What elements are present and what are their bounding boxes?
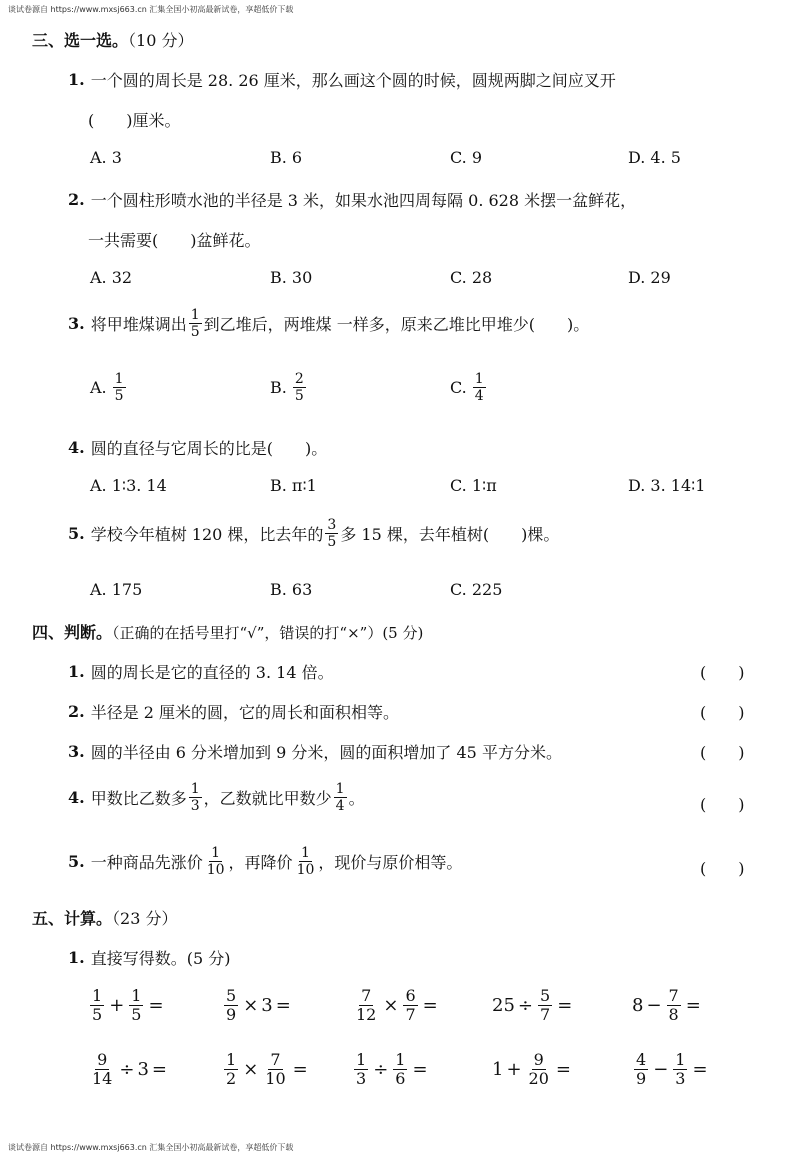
fraction-numerator: 7 [361, 986, 372, 1005]
s3-q3-option-c [450, 372, 488, 403]
fraction-numerator: 9 [97, 1050, 108, 1069]
fraction-numerator: 7 [668, 986, 679, 1005]
s3-q4-option-a: A. 1∶3. 14 [90, 476, 167, 495]
fraction-denominator: 5 [131, 1005, 142, 1024]
equals-sign: = [422, 995, 438, 1016]
calc-r2-c1 [88, 1052, 170, 1087]
fraction-numerator: 6 [405, 986, 416, 1005]
fraction-numerator: 2 [294, 371, 304, 387]
section-3-heading [32, 28, 193, 51]
calc-r2-c3 [352, 1052, 431, 1087]
watermark-bottom: 谈试卷源自 https://www.mxsj663.cn 汇集全国小初高最新试卷，享超低价下载 [8, 1143, 294, 1152]
equals-sign: = [412, 1059, 428, 1080]
option-label: B. [270, 378, 287, 397]
s3-q5-text-after: 多 15 棵，去年植树( )棵。 [340, 525, 560, 544]
s4-q5-text-2: ，再降价 [228, 853, 293, 872]
s3-q2-option-c: C. 28 [450, 268, 493, 287]
equals-sign: = [557, 995, 573, 1016]
calc-fraction [673, 1052, 687, 1087]
s3-q4-option-d: D. 3. 14∶1 [628, 476, 706, 495]
calc-fraction [224, 988, 238, 1023]
fraction-denominator: 5 [114, 388, 124, 404]
fraction-denominator: 9 [226, 1005, 237, 1024]
equals-sign: = [151, 1059, 167, 1080]
s3-q4 [68, 436, 327, 459]
calc-operand: 25 [492, 995, 515, 1016]
divide-sign: ÷ [517, 995, 533, 1016]
s4-q5-text-1: 一种商品先涨价 [90, 853, 203, 872]
fraction-numerator: 1 [395, 1050, 406, 1069]
equals-sign: = [685, 995, 701, 1016]
option-fraction [473, 372, 486, 403]
calc-fraction [129, 988, 143, 1023]
calc-fraction [354, 988, 378, 1023]
s3-q3-option-a [90, 372, 128, 403]
s3-q3 [68, 308, 589, 339]
calc-fraction [263, 1052, 287, 1087]
calc-r2-c4 [492, 1052, 574, 1087]
s4-q4 [68, 782, 365, 813]
option-label: A. [90, 378, 107, 397]
s3-q2-number: 2. [68, 190, 85, 209]
calc-r2-c5 [632, 1052, 711, 1087]
calc-fraction [354, 1052, 368, 1087]
equals-sign: = [148, 995, 164, 1016]
fraction-denominator: 5 [294, 388, 304, 404]
fraction-numerator: 1 [190, 781, 200, 797]
fraction-numerator: 1 [675, 1050, 686, 1069]
fraction-denominator: 10 [206, 862, 225, 878]
s3-q3-option-b [270, 372, 308, 403]
option-fraction [113, 372, 126, 403]
fraction-denominator: 20 [528, 1069, 549, 1088]
s4-q2-text: 半径是 2 厘米的圆，它的周长和面积相等。 [90, 703, 400, 722]
fraction-numerator: 1 [190, 307, 200, 323]
watermark-top: 谈试卷源自 https://www.mxsj663.cn 汇集全国小初高最新试卷，享超低价下载 [8, 5, 294, 14]
calc-fraction [224, 1052, 238, 1087]
calc-operand: 8 [632, 995, 644, 1016]
fraction-denominator: 14 [92, 1069, 113, 1088]
s3-q4-option-b: B. π∶1 [270, 476, 317, 495]
s4-q4-text-1: 甲数比乙数多 [90, 789, 187, 808]
divide-sign: ÷ [119, 1059, 135, 1080]
s4-q5-number: 5. [68, 852, 85, 871]
section-5-heading [32, 906, 177, 929]
fraction-denominator: 7 [405, 1005, 416, 1024]
s4-q3-answer-parentheses[interactable]: ( ) [700, 743, 745, 762]
section-4-title: 四、判断。 [32, 623, 113, 642]
s3-q1-option-a: A. 3 [90, 148, 122, 167]
calc-operand: 3 [261, 995, 273, 1016]
fraction-numerator: 1 [301, 845, 310, 861]
fraction-numerator: 1 [211, 845, 221, 861]
fraction-denominator: 3 [190, 798, 200, 814]
fraction-denominator: 6 [395, 1069, 406, 1088]
fraction-numerator: 1 [92, 986, 103, 1005]
s3-q4-number: 4. [68, 438, 85, 457]
s4-q4-answer-parentheses[interactable]: ( ) [700, 795, 745, 814]
section-4-heading [32, 620, 423, 643]
calc-r1-c4 [492, 988, 575, 1023]
calc-fraction [90, 1052, 114, 1087]
s3-q4-option-c: C. 1∶π [450, 476, 497, 495]
s4-q3-number: 3. [68, 742, 85, 761]
fraction-numerator: 1 [356, 1050, 367, 1069]
fraction-denominator: 5 [327, 534, 337, 550]
option-fraction [293, 372, 306, 403]
s4-q3-text: 圆的半径由 6 分米增加到 9 分米，圆的面积增加了 45 平方分米。 [90, 743, 562, 762]
fraction-numerator: 1 [114, 371, 124, 387]
section-5-score: （23 分） [112, 909, 178, 928]
section-4-instructions: （正确的在括号里打“√”，错误的打“×”）(5 分) [112, 624, 424, 642]
minus-sign: − [646, 995, 662, 1016]
calc-operand: 3 [137, 1059, 149, 1080]
s3-q1-option-b: B. 6 [270, 148, 303, 167]
equals-sign: = [275, 995, 291, 1016]
calc-r1-c5 [632, 988, 704, 1023]
equals-sign: = [555, 1059, 571, 1080]
calc-r2-c2 [222, 1052, 311, 1087]
s5-sub1-text: 直接写得数。(5 分) [90, 949, 231, 968]
s4-q3 [68, 740, 562, 763]
s3-q2 [68, 188, 636, 211]
s3-q2-option-d: D. 29 [628, 268, 671, 287]
s3-q2-option-b: B. 30 [270, 268, 313, 287]
fraction-denominator: 3 [356, 1069, 367, 1088]
s4-q1 [68, 660, 334, 683]
fraction-numerator: 9 [533, 1050, 544, 1069]
s4-q2-number: 2. [68, 702, 85, 721]
fraction-denominator: 12 [356, 1005, 377, 1024]
fraction-numerator: 5 [226, 986, 237, 1005]
s4-q1-answer-parentheses[interactable]: ( ) [700, 663, 745, 682]
minus-sign: − [653, 1059, 669, 1080]
calc-operand: 1 [492, 1059, 504, 1080]
calc-fraction [527, 1052, 551, 1087]
fraction-numerator: 1 [474, 371, 484, 387]
equals-sign: = [692, 1059, 708, 1080]
s4-q5 [68, 846, 462, 877]
s4-q2 [68, 700, 399, 723]
fraction-denominator: 8 [668, 1005, 679, 1024]
s4-q4-text-3: 。 [348, 789, 365, 808]
fraction-denominator: 5 [92, 1005, 103, 1024]
s3-q2-option-a: A. 32 [90, 268, 133, 287]
calc-fraction [90, 988, 104, 1023]
s4-q5-answer-parentheses[interactable]: ( ) [700, 859, 745, 878]
fraction-numerator: 1 [226, 1050, 237, 1069]
calc-fraction [538, 988, 552, 1023]
s3-q4-text: 圆的直径与它周长的比是( )。 [90, 439, 328, 458]
calc-r1-c3 [352, 988, 441, 1023]
s4-q5-fraction-1 [205, 846, 227, 877]
s4-q4-fraction-2 [334, 782, 347, 813]
fraction-denominator: 5 [190, 324, 200, 340]
s3-q5-option-b: B. 63 [270, 580, 313, 599]
s3-q3-fraction [189, 308, 202, 339]
times-sign: × [243, 995, 259, 1016]
calc-fraction [393, 1052, 407, 1087]
s3-q3-number: 3. [68, 314, 85, 333]
s3-q3-text-after: 到乙堆后，两堆煤 一样多，原来乙堆比甲堆少( )。 [203, 315, 590, 334]
s3-q1-option-d: D. 4. 5 [628, 148, 681, 167]
s4-q2-answer-parentheses[interactable]: ( ) [700, 703, 745, 722]
s5-sub1-number: 1. [68, 948, 85, 967]
s4-q4-fraction-1 [189, 782, 202, 813]
s3-q5-option-a: A. 175 [90, 580, 143, 599]
option-label: C. [450, 378, 467, 397]
section-5-title: 五、计算。 [32, 909, 113, 928]
s4-q4-number: 4. [68, 788, 85, 807]
section-3-score: （10 分） [128, 31, 194, 50]
s3-q1 [68, 68, 616, 91]
section-3-title: 三、选一选。 [32, 31, 129, 50]
fraction-denominator: 9 [636, 1069, 647, 1088]
plus-sign: + [506, 1059, 522, 1080]
fraction-numerator: 3 [327, 517, 337, 533]
fraction-numerator: 5 [540, 986, 551, 1005]
calc-fraction [634, 1052, 648, 1087]
fraction-denominator: 3 [675, 1069, 686, 1088]
fraction-numerator: 1 [131, 986, 142, 1005]
fraction-numerator: 4 [636, 1050, 647, 1069]
fraction-denominator: 10 [265, 1069, 286, 1088]
fraction-denominator: 2 [226, 1069, 237, 1088]
s4-q1-number: 1. [68, 662, 85, 681]
fraction-numerator: 1 [335, 781, 345, 797]
s4-q4-text-2: ，乙数就比甲数少 [203, 789, 332, 808]
fraction-denominator: 4 [474, 388, 484, 404]
fraction-denominator: 10 [296, 862, 315, 878]
s4-q5-fraction-2 [295, 846, 317, 877]
calc-fraction [403, 988, 417, 1023]
s3-q5-fraction [325, 518, 338, 549]
fraction-denominator: 4 [335, 798, 345, 814]
calc-r1-c1 [88, 988, 167, 1023]
s4-q1-text: 圆的周长是它的直径的 3. 14 倍。 [90, 663, 334, 682]
calc-fraction [667, 988, 681, 1023]
s3-q1-option-c: C. 9 [450, 148, 483, 167]
s5-sub1 [68, 946, 230, 969]
s3-q5-option-c: C. 225 [450, 580, 503, 599]
s4-q5-text-3: ，现价与原价相等。 [318, 853, 463, 872]
s3-q2-text: 一个圆柱形喷水池的半径是 3 米，如果水池四周每隔 0. 628 米摆一盆鲜花， [90, 191, 637, 210]
times-sign: × [243, 1059, 259, 1080]
plus-sign: + [109, 995, 125, 1016]
s3-q5-number: 5. [68, 524, 85, 543]
fraction-numerator: 7 [270, 1050, 281, 1069]
divide-sign: ÷ [373, 1059, 389, 1080]
s3-q1-text-line2: ( )厘米。 [88, 111, 181, 130]
equals-sign: = [292, 1059, 308, 1080]
calc-r1-c2 [222, 988, 294, 1023]
times-sign: × [383, 995, 399, 1016]
s3-q3-text-before: 将甲堆煤调出 [90, 315, 187, 334]
s3-q5-text-before: 学校今年植树 120 棵，比去年的 [90, 525, 324, 544]
s3-q1-number: 1. [68, 70, 85, 89]
s3-q1-text: 一个圆的周长是 28. 26 厘米，那么画这个圆的时候，圆规两脚之间应叉开 [90, 71, 616, 90]
fraction-denominator: 7 [540, 1005, 551, 1024]
s3-q5 [68, 518, 559, 549]
s3-q2-text-line2: 一共需要( )盆鲜花。 [88, 231, 261, 250]
